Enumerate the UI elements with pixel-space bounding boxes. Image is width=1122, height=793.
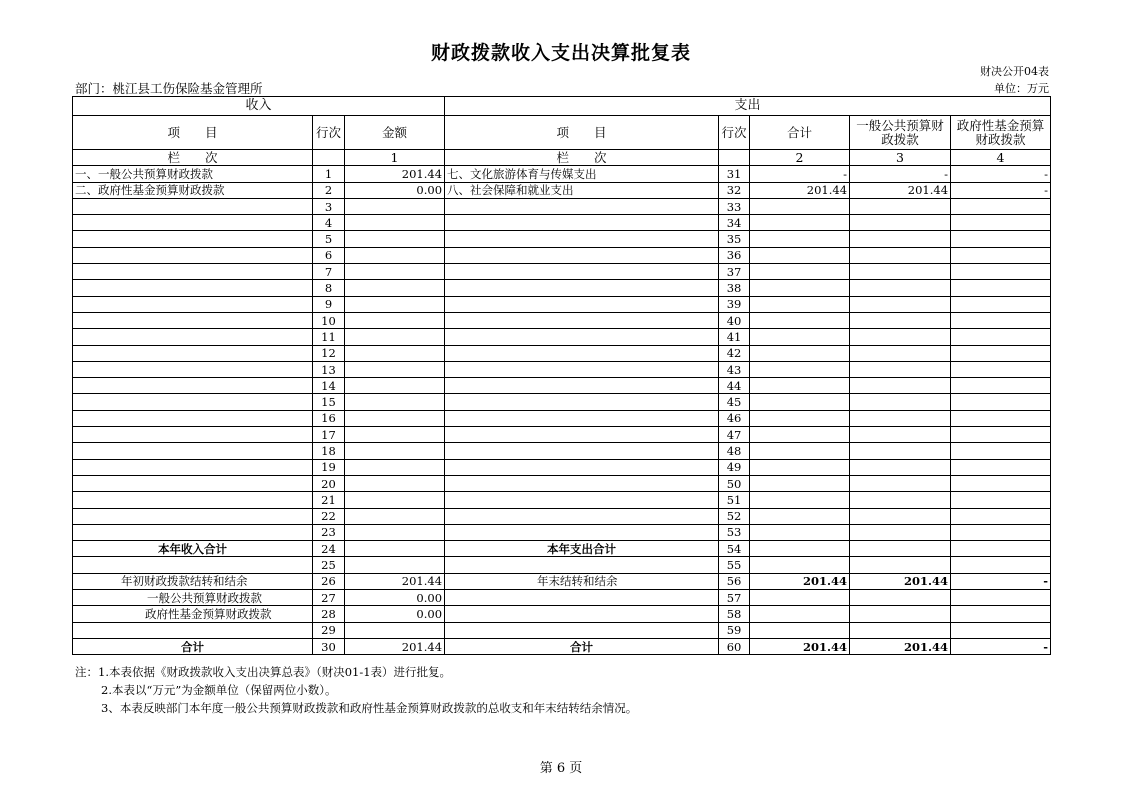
expense-general-budget (850, 198, 951, 214)
expense-total (750, 215, 850, 231)
expense-total (750, 524, 850, 540)
expense-general-budget (850, 296, 951, 312)
income-item (73, 443, 313, 459)
table-row (73, 443, 1051, 459)
income-rowno-header: 行次 (313, 116, 345, 150)
table-row (73, 215, 1051, 231)
expense-gov-fund (951, 247, 1051, 263)
expense-row-no: 37 (719, 264, 750, 280)
column-header-row (73, 116, 1051, 150)
grand-general: 201.44 (850, 638, 951, 654)
expense-general-budget (850, 475, 951, 491)
table-row (73, 345, 1051, 361)
income-item (73, 394, 313, 410)
income-amount (345, 524, 445, 540)
expense-row-no: 58 (719, 606, 750, 622)
income-row-no: 6 (313, 247, 345, 263)
income-section-header: 收入 (73, 97, 445, 116)
col-index-1: 1 (345, 150, 445, 166)
expense-row-no: 52 (719, 508, 750, 524)
expense-total (750, 378, 850, 394)
income-row-no: 23 (313, 524, 345, 540)
expense-total (750, 443, 850, 459)
table-row (73, 378, 1051, 394)
income-amount (345, 329, 445, 345)
income-row-no: 21 (313, 492, 345, 508)
expense-row-no: 36 (719, 247, 750, 263)
income-item (73, 247, 313, 263)
carry-fund-label: 政府性基金预算财政拨款 (73, 606, 313, 622)
income-item-header: 项 目 (73, 116, 313, 150)
income-amount (345, 508, 445, 524)
expense-general-budget: - (850, 166, 951, 182)
income-item (73, 427, 313, 443)
table-row (73, 524, 1051, 540)
income-amount (345, 410, 445, 426)
income-amount (345, 215, 445, 231)
expense-item (445, 329, 719, 345)
expense-general-budget (850, 361, 951, 377)
expense-item (445, 508, 719, 524)
blank-row (73, 557, 1051, 573)
expense-row-no: 38 (719, 280, 750, 296)
income-row-no: 29 (313, 622, 345, 638)
carry-over-row (73, 573, 1051, 589)
department-label: 部门：桃江县工伤保险基金管理所 (75, 81, 263, 96)
expense-total (750, 296, 850, 312)
carry-out-label: 年末结转和结余 (445, 573, 719, 589)
table-row (73, 329, 1051, 345)
column-index-row (73, 150, 1051, 166)
grand-total: 201.44 (750, 638, 850, 654)
table-row (73, 247, 1051, 263)
expense-gov-fund (951, 312, 1051, 328)
income-row-no: 18 (313, 443, 345, 459)
expense-row-no: 53 (719, 524, 750, 540)
income-item: 二、政府性基金预算财政拨款 (73, 182, 313, 198)
expense-gov-fund (951, 215, 1051, 231)
income-item (73, 296, 313, 312)
income-item (73, 264, 313, 280)
expense-general-budget (850, 394, 951, 410)
blank-row (73, 622, 1051, 638)
income-amount (345, 475, 445, 491)
income-amount: 201.44 (345, 166, 445, 182)
expense-total: - (750, 166, 850, 182)
expense-general-budget (850, 215, 951, 231)
expense-total (750, 231, 850, 247)
gov-fund-header: 政府性基金预算财政拨款 (951, 116, 1051, 150)
income-item (73, 329, 313, 345)
form-code: 财决公开04表 (980, 65, 1049, 78)
expense-row-no: 46 (719, 410, 750, 426)
expense-gov-fund (951, 443, 1051, 459)
expense-gov-fund: - (951, 182, 1051, 198)
income-row-no: 2 (313, 182, 345, 198)
table-row (73, 182, 1051, 198)
income-item (73, 312, 313, 328)
expense-row-no: 31 (719, 166, 750, 182)
expense-general-budget (850, 280, 951, 296)
income-item (73, 492, 313, 508)
expense-general-budget (850, 264, 951, 280)
expense-gov-fund (951, 280, 1051, 296)
expense-row-no: 39 (719, 296, 750, 312)
expense-general-budget (850, 312, 951, 328)
expense-item (445, 378, 719, 394)
income-amount (345, 459, 445, 475)
expense-general-budget (850, 247, 951, 263)
col-index-3: 3 (850, 150, 951, 166)
expense-item (445, 459, 719, 475)
expense-row-no: 32 (719, 182, 750, 198)
footnotes (75, 663, 637, 717)
income-amount (345, 492, 445, 508)
expense-total-header: 合计 (750, 116, 850, 150)
table-row (73, 427, 1051, 443)
expense-row-no: 33 (719, 198, 750, 214)
expense-item (445, 394, 719, 410)
income-amount (345, 312, 445, 328)
col-index-2: 2 (750, 150, 850, 166)
expense-row-no: 41 (719, 329, 750, 345)
expense-gov-fund (951, 508, 1051, 524)
income-row-no: 27 (313, 590, 345, 606)
income-amount: 0.00 (345, 182, 445, 198)
income-item (73, 345, 313, 361)
table-row (73, 280, 1051, 296)
expense-row-no: 47 (719, 427, 750, 443)
expense-general-budget (850, 329, 951, 345)
table-row (73, 508, 1051, 524)
table-row (73, 166, 1051, 182)
general-budget-header: 一般公共预算财政拨款 (850, 116, 951, 150)
income-row-no: 24 (313, 541, 345, 557)
expense-total (750, 280, 850, 296)
table-row (73, 198, 1051, 214)
income-item (73, 410, 313, 426)
expense-row-no: 59 (719, 622, 750, 638)
expense-total (750, 329, 850, 345)
expense-item-header: 项 目 (445, 116, 719, 150)
carry-fund-row (73, 606, 1051, 622)
income-amount (345, 247, 445, 263)
table-row (73, 361, 1051, 377)
income-row-no: 16 (313, 410, 345, 426)
income-item (73, 378, 313, 394)
expense-total: 201.44 (750, 182, 850, 198)
expense-row-no: 42 (719, 345, 750, 361)
expense-gov-fund (951, 296, 1051, 312)
table-row (73, 296, 1051, 312)
expense-row-no: 40 (719, 312, 750, 328)
expense-row-no: 57 (719, 590, 750, 606)
income-amount (345, 280, 445, 296)
carry-in-label: 年初财政拨款结转和结余 (73, 573, 313, 589)
expense-total (750, 198, 850, 214)
table-row (73, 410, 1051, 426)
income-item (73, 231, 313, 247)
expense-row-no: 51 (719, 492, 750, 508)
income-row-no: 15 (313, 394, 345, 410)
expense-item (445, 492, 719, 508)
expense-general-budget (850, 427, 951, 443)
table-row (73, 459, 1051, 475)
income-amount (345, 443, 445, 459)
income-row-no: 11 (313, 329, 345, 345)
expense-total (750, 361, 850, 377)
expense-gov-fund (951, 410, 1051, 426)
expense-general-budget (850, 410, 951, 426)
carry-out-fund: - (951, 573, 1051, 589)
income-amount (345, 427, 445, 443)
expense-general-budget (850, 508, 951, 524)
expense-item (445, 524, 719, 540)
expense-item (445, 427, 719, 443)
income-item (73, 459, 313, 475)
income-row-no: 7 (313, 264, 345, 280)
income-item (73, 198, 313, 214)
year-total-row (73, 541, 1051, 557)
expense-section-header: 支出 (445, 97, 1051, 116)
expense-gov-fund (951, 524, 1051, 540)
table-row (73, 312, 1051, 328)
income-amount (345, 231, 445, 247)
table-row (73, 475, 1051, 491)
expense-general-budget: 201.44 (850, 182, 951, 198)
expense-row-no: 49 (719, 459, 750, 475)
expense-gov-fund (951, 329, 1051, 345)
expense-item (445, 198, 719, 214)
carry-out-general: 201.44 (850, 573, 951, 589)
expense-general-budget (850, 524, 951, 540)
table-row (73, 264, 1051, 280)
income-row-no: 20 (313, 475, 345, 491)
expense-row-no: 45 (719, 394, 750, 410)
expense-total (750, 394, 850, 410)
expense-general-budget (850, 443, 951, 459)
expense-total (750, 264, 850, 280)
expense-row-no: 56 (719, 573, 750, 589)
income-column-label: 栏 次 (73, 150, 313, 166)
expense-item (445, 231, 719, 247)
expense-row-no: 35 (719, 231, 750, 247)
income-row-no: 3 (313, 198, 345, 214)
year-expense-total-label: 本年支出合计 (445, 541, 719, 557)
expense-gov-fund (951, 394, 1051, 410)
expense-general-budget (850, 345, 951, 361)
expense-item (445, 247, 719, 263)
income-row-no: 1 (313, 166, 345, 182)
expense-total (750, 410, 850, 426)
section-header-row (73, 97, 1051, 116)
expense-row-no: 50 (719, 475, 750, 491)
income-row-no: 25 (313, 557, 345, 573)
expense-column-label: 栏 次 (445, 150, 719, 166)
income-amount (345, 345, 445, 361)
expense-row-no: 54 (719, 541, 750, 557)
income-row-no: 12 (313, 345, 345, 361)
expense-general-budget (850, 459, 951, 475)
expense-gov-fund (951, 361, 1051, 377)
expense-gov-fund (951, 198, 1051, 214)
income-row-no: 17 (313, 427, 345, 443)
income-amount-header: 金额 (345, 116, 445, 150)
expense-total (750, 459, 850, 475)
expense-item (445, 264, 719, 280)
carry-general-amount: 0.00 (345, 590, 445, 606)
expense-gov-fund (951, 264, 1051, 280)
income-row-no: 30 (313, 638, 345, 654)
income-item: 一、一般公共预算财政拨款 (73, 166, 313, 182)
income-item (73, 361, 313, 377)
expense-item (445, 361, 719, 377)
grand-income-label: 合计 (73, 638, 313, 654)
income-amount (345, 296, 445, 312)
expense-gov-fund (951, 492, 1051, 508)
income-row-no: 5 (313, 231, 345, 247)
expense-item (445, 312, 719, 328)
grand-expense-label: 合计 (445, 638, 719, 654)
col-index-4: 4 (951, 150, 1051, 166)
expense-total (750, 475, 850, 491)
expense-gov-fund (951, 231, 1051, 247)
table-row (73, 394, 1051, 410)
income-row-no: 9 (313, 296, 345, 312)
income-row-no: 8 (313, 280, 345, 296)
expense-row-no: 60 (719, 638, 750, 654)
year-income-total-label: 本年收入合计 (73, 541, 313, 557)
expense-gov-fund (951, 345, 1051, 361)
expense-item (445, 443, 719, 459)
income-row-no: 14 (313, 378, 345, 394)
footnote-2: 2.本表以“万元”为金额单位（保留两位小数）。 (101, 683, 337, 697)
expense-total (750, 247, 850, 263)
expense-item (445, 280, 719, 296)
expense-total (750, 312, 850, 328)
unit-label: 单位：万元 (994, 82, 1049, 95)
expense-item (445, 345, 719, 361)
expense-row-no: 43 (719, 361, 750, 377)
income-row-no: 26 (313, 573, 345, 589)
expense-total (750, 427, 850, 443)
table-row (73, 492, 1051, 508)
carry-fund-amount: 0.00 (345, 606, 445, 622)
expense-row-no: 44 (719, 378, 750, 394)
income-row-no: 4 (313, 215, 345, 231)
income-item (73, 475, 313, 491)
expense-row-no: 48 (719, 443, 750, 459)
expense-row-no: 34 (719, 215, 750, 231)
income-amount (345, 378, 445, 394)
grand-total-row (73, 638, 1051, 654)
expense-item (445, 215, 719, 231)
grand-income-amount: 201.44 (345, 638, 445, 654)
expense-total (750, 492, 850, 508)
income-row-no: 10 (313, 312, 345, 328)
income-amount (345, 361, 445, 377)
carry-general-label: 一般公共预算财政拨款 (73, 590, 313, 606)
footnote-1: 注：1.本表依据《财政拨款收入支出决算总表》（财决01-1表）进行批复。 (75, 665, 452, 679)
expense-item (445, 475, 719, 491)
income-row-no: 28 (313, 606, 345, 622)
expense-item (445, 410, 719, 426)
expense-rowno-header: 行次 (719, 116, 750, 150)
expense-general-budget (850, 492, 951, 508)
expense-item (445, 296, 719, 312)
carry-out-total: 201.44 (750, 573, 850, 589)
expense-item: 七、文化旅游体育与传媒支出 (445, 166, 719, 182)
income-item (73, 215, 313, 231)
expense-general-budget (850, 378, 951, 394)
expense-item: 八、社会保障和就业支出 (445, 182, 719, 198)
budget-table (72, 96, 1051, 655)
page-number: 第 6 页 (539, 761, 583, 776)
income-row-no: 19 (313, 459, 345, 475)
carry-general-row (73, 590, 1051, 606)
expense-gov-fund (951, 459, 1051, 475)
page-title: 财政拨款收入支出决算批复表 (430, 42, 691, 64)
income-row-no: 22 (313, 508, 345, 524)
income-item (73, 280, 313, 296)
income-item (73, 524, 313, 540)
grand-fund: - (951, 638, 1051, 654)
expense-gov-fund (951, 427, 1051, 443)
expense-row-no: 55 (719, 557, 750, 573)
footnote-3: 3、本表反映部门本年度一般公共预算财政拨款和政府性基金预算财政拨款的总收支和年末结转结余情况。 (101, 701, 638, 715)
income-amount (345, 198, 445, 214)
expense-total (750, 508, 850, 524)
income-row-no: 13 (313, 361, 345, 377)
income-item (73, 508, 313, 524)
table-row (73, 231, 1051, 247)
income-amount (345, 264, 445, 280)
expense-total (750, 345, 850, 361)
income-amount (345, 394, 445, 410)
expense-gov-fund: - (951, 166, 1051, 182)
carry-in-amount: 201.44 (345, 573, 445, 589)
expense-general-budget (850, 231, 951, 247)
expense-gov-fund (951, 475, 1051, 491)
expense-gov-fund (951, 378, 1051, 394)
